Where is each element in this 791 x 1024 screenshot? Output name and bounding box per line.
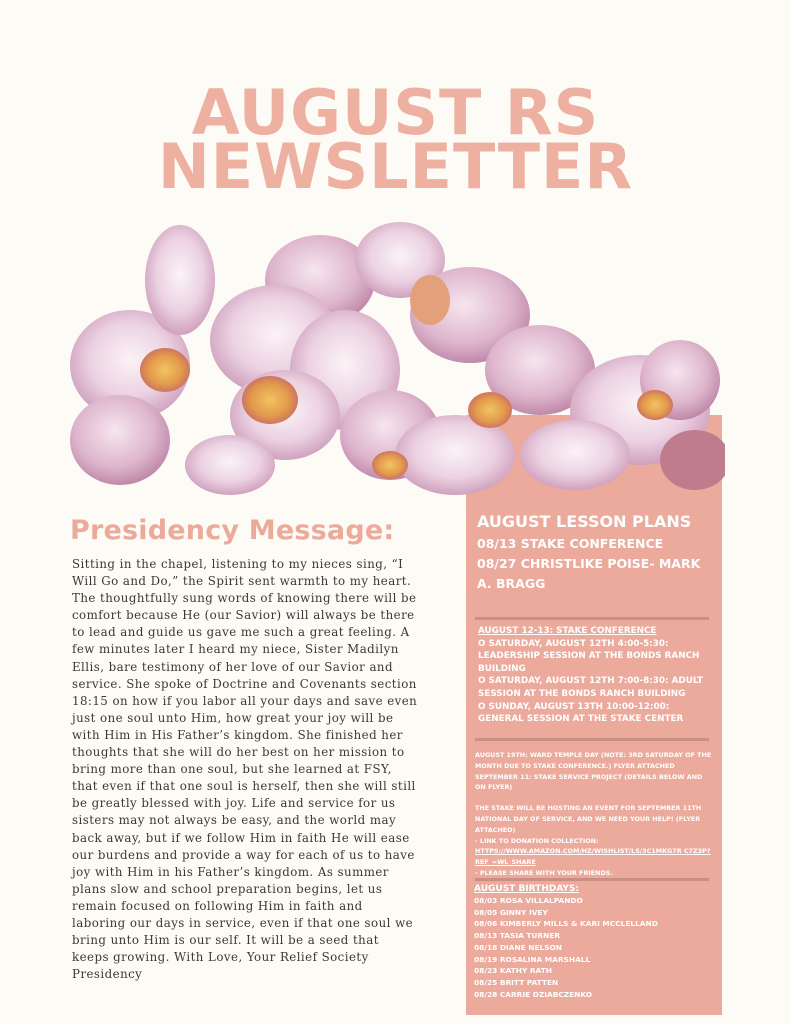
stake-conference-section [478, 625, 714, 726]
birthdays-heading: AUGUST BIRTHDAYS: [474, 884, 580, 894]
birthday-item: 08/13 TASIA TURNER [474, 931, 561, 941]
birthdays-section [474, 883, 714, 1000]
birthday-item: 08/18 DIANE NELSON [474, 942, 562, 952]
divider [475, 738, 709, 741]
divider [475, 617, 709, 620]
birthday-item: 08/19 ROSALINA MARSHALL [474, 954, 591, 964]
presidency-heading: Presidency Message: [70, 515, 395, 546]
newsletter-title-line2: NEWSLETTER [157, 130, 634, 203]
lesson-item: 08/27 CHRISTLIKE POISE- MARK A. BRAGG [477, 556, 701, 591]
lesson-item: 08/13 STAKE CONFERENCE [477, 536, 664, 551]
presidency-message: Sitting in the chapel, listening to my nieces sing, “I Will Go and Do,” the Spirit sent warmth to my heart. The thoughtfully sung words of knowing there will be comfort because He (our Savior) will always be there to lead and guide us gave me such a great feeling. A few minutes later I heard my niece, Sister Madilyn Ellis, bare testimony of her love of our Savior and service. She spoke of Doctrine and Covenants section 18:15 on how if you labor all your days and save even just one soul unto Him, how great your joy will be with Him in His Father’s kingdom. She finished her thoughts that she will do her best on her mission to bring more than one soul, but she learned at FSY, that even if that one soul is herself, then she will still be greatly blessed with joy. Life and service for us sisters may not always be easy, and the world may back away, but if we follow Him in faith He will ease our burdens and provide a way for each of us to have joy with Him in his Father’s kingdom. As summer plans slow and school preparation begins, let us remain focused on following Him in faith and laboring our days in service, even if that one soul we bring unto Him is our self. It will be a seed that keeps growing. With Love, Your Relief Society Presidency [72, 557, 418, 982]
share-note: - PLEASE SHARE WITH YOUR FRIENDS. [475, 868, 613, 877]
birthday-item: 08/05 GINNY IVEY [474, 907, 548, 917]
birthday-item: 08/28 CARRIE DZIABCZENKO [474, 989, 593, 999]
stake-session-item: O SATURDAY, AUGUST 12TH 4:00-5:30: LEADERSHIP SESSION AT THE BONDS RANCH BUILDING [478, 638, 700, 674]
divider [475, 878, 709, 881]
lesson-plans-title: AUGUST LESSON PLANS [477, 512, 692, 531]
event-item: AUGUST 19TH: WARD TEMPLE DAY (NOTE: 3RD SATURDAY OF THE MONTH DUE TO STAKE CONFERENCE.) FLYER ATTACHED [475, 751, 712, 770]
newsletter-title-line1: AUGUST RS [191, 76, 600, 149]
donation-label: - LINK TO DONATION COLLECTION: [475, 836, 599, 845]
orchid-image [70, 220, 725, 495]
stake-conference-heading: AUGUST 12-13: STAKE CONFERENCE [478, 626, 657, 636]
orchid-illustration [70, 220, 725, 495]
birthday-item: 08/23 KATHY RATH [474, 966, 552, 976]
birthday-item: 08/06 KIMBERLY MILLS & KARI MCCLELLAND [474, 919, 658, 929]
birthday-item: 08/25 BRITT PATTEN [474, 977, 559, 987]
birthday-item: 08/03 ROSA VILLALPANDO [474, 896, 583, 905]
stake-session-item: O SUNDAY, AUGUST 13TH 10:00-12:00: GENERAL SESSION AT THE STAKE CENTER [478, 701, 684, 725]
events-section [475, 750, 715, 879]
service-note: THE STAKE WILL BE HOSTING AN EVENT FOR SEPTEMBER 11TH NATIONAL DAY OF SERVICE, AND WE NEED YOUR HELP! (FLYER ATTACHED) [475, 804, 702, 834]
donation-link[interactable]: HTTPS://WWW.AMAZON.COM/HZ/WISHLIST/LS/3C1MKG7R C7Z3P?REF_=WL_SHARE [475, 847, 711, 867]
event-item: SEPTEMBER 11: STAKE SERVICE PROJECT (DETAILS BELOW AND ON FLYER) [475, 772, 703, 792]
stake-session-item: O SATURDAY, AUGUST 12TH 7:00-8:30: ADULT SESSION AT THE BONDS RANCH BUILDING [478, 676, 704, 699]
